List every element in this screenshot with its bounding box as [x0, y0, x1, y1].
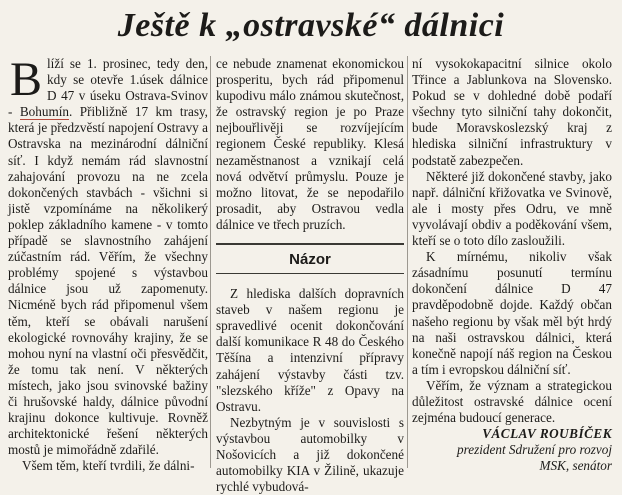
paragraph: K mírnému, nikoliv však zásadnímu posunutí termínu dokončení dálnice D 47 pravděpodobně dojde. Každý občan našeho regionu by však měl být hrdý na naši ostravskou dálnici, která konečně napojí náš region na Českou a tím i evropskou dálniční síť. — [412, 249, 612, 377]
section-label: Názor — [289, 251, 331, 269]
signature-role: MSK, senátor — [539, 458, 612, 474]
paragraph-text: . Přibližně 17 km trasy, která je předzvěstí napojení Ostravy a Ostravska na mezinárodní dálniční síť. I když nemám rád slavnostní zahajování provozu na ne zcela dokončených stavbách - všichni si jistě vzpomínáme na několikerý poklep základního kamene - v tomto případě se slavnostního zahájení zúčastním rád. Věřím, že všechny problémy spojené s výstavbou dálnice jsou už zapomenuty. Nicméně bych rád připomenul všem těm, kteří se obávali narušení ekologické rovnováhy krajiny, že se mohou nyní na vlastní oči přesvědčit, že tomu tak není. V některých místech, jako jsou svinovské bažiny či hrušovské haldy, dálnice původní krajinu dokonce kultivuje. Rovněž architektonické řešení některých mostů je mimořádně zdařilé. — [8, 104, 208, 458]
section-box — [216, 243, 404, 274]
paragraph: Některé již dokončené stavby, jako např. dálniční křižovatka ve Svinově, ale i mosty přes Odru, ve mně vyvolávají obdiv a poděkování všem, kteří se o toto dílo zasloužili. — [412, 168, 612, 249]
paragraph — [8, 53, 208, 458]
paragraph: Z hlediska dalších dopravních staveb v našem regionu je spravedlivé ocenit dokončování další komunikace R 48 do Českého Těšína a intenzivní přípravy zahájení výstavby části tzv. "slezského kříže" z Opavy na Ostravu. — [216, 286, 404, 414]
paragraph: Všem těm, kteří tvrdili, že dálni- — [22, 458, 195, 474]
signature-name: VÁCLAV ROUBÍČEK — [482, 426, 612, 442]
paragraph-text: líží se 1. prosinec, tedy den, kdy se otevře 1.úsek dálnice D 47 v úseku Ostrava-Svinov - — [8, 56, 208, 120]
paragraph: ní vysokokapacitní silnice okolo Třince a Jablunkova na Slovensko. Pokud se v dohledné době podaří všechny tyto silniční tahy dokončit, bude Moravskoslezský kraj z hlediska silniční infrastruktury v podstatě zabezpečen. — [412, 56, 612, 168]
signature-role: prezident Sdružení pro rozvoj — [457, 442, 612, 458]
paragraph: Nezbytným je v souvislosti s výstavbou automobilky v Nošovicích a již dokončené automobilky KIA v Žilině, ukazuje rychlé vybudová- — [216, 414, 404, 495]
paragraph: Věřím, že význam a strategickou důležitost ostravské dálnice ocení zejména budoucí generace. — [412, 377, 612, 426]
column-3 — [412, 56, 612, 474]
column-divider — [407, 56, 408, 468]
headline: Ještě k „ostravské“ dálnici — [117, 7, 505, 44]
underlined-word: Bohumín — [19, 104, 69, 120]
drop-cap: B — [10, 53, 43, 106]
paragraph: ce nebude znamenat ekonomickou prosperitu, bych rád připomenul kupodivu málo známou skutečnost, že ostravský region je po Praze nejbouřlivěji se rozvíjejícím regionem České republiky. Klesá nezaměstnanost a vznikají celá nová odvětví průmyslu. Pouze je možno litovat, že se nepodařilo prosadit, aby Ostravou vedla dálnice ve třech pruzích. — [216, 56, 404, 232]
column-divider — [210, 56, 211, 468]
column-2 — [216, 56, 404, 495]
column-1 — [8, 53, 208, 474]
